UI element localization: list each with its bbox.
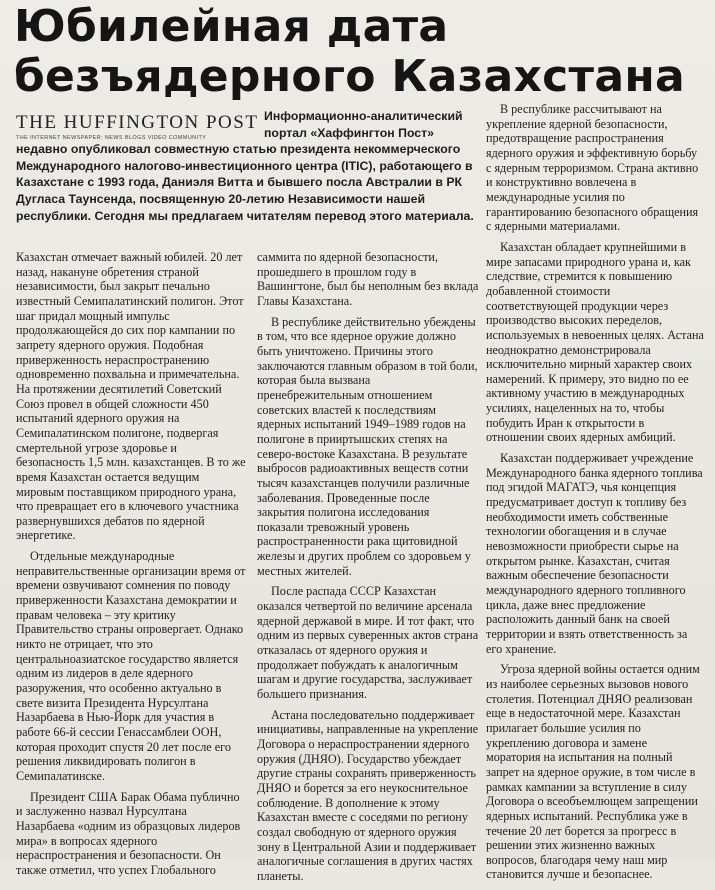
paragraph: саммита по ядерной безопасности, прошедшего в прошлом году в Вашингтоне, был бы неполным без вклада Главы Казахстана. xyxy=(257,250,479,308)
paragraph: Президент США Барак Обама публично и заслуженно назвал Нурсултана Назарбаева «одним из образцовых лидеров мира» в вопросах ядерного нераспространения и безопасности. Он также отметил, что успех Глобального xyxy=(16,789,241,877)
paragraph: Отдельные международные неправительственные организации время от времени озвучивают сомнения по поводу приверженности Казахстана демократии и правам человека – эту критику Правительство страны опровергает. Однако никто не отрицает, что это центральноазиатское государство является одним из лидеров в деле ядерного разоружения, что особенно актуально в свете визита Президента Нурсултана Назарбаева в Нью-Йорк для участия в работе 66-й сессии Генассамблеи ООН, которая проходит спустя 20 лет после его решения ликвидировать полигон в Семипалатинске. xyxy=(16,549,246,783)
text-column-3 xyxy=(486,102,704,888)
headline-line-2: безъядерного Казахстана xyxy=(14,51,686,102)
paragraph: Казахстан поддерживает учреждение Международного банка ядерного топлива под эгидой МАГАТЭ, чья концепция предусматривает доступ к топливу без необходимости иметь собственные технологии обогащения и в случае невозможности приобрести сырье на открытом рынке. Казахстан, считая важным обеспечение безопасности международного ядерного топливного цикла, даже внес предложение расположить данный банк на своей территории и взять ответственность за его хранение. xyxy=(486,451,703,656)
logo-tagline: THE INTERNET NEWSPAPER: NEWS BLOGS VIDEO COMMUNITY xyxy=(16,135,207,141)
headline-line-1: Юбилейная дата xyxy=(14,1,449,52)
paragraph: В республике действительно убеждены в том, что все ядерное оружие должно быть уничтожено. Причины этого заключаются главным образом в той боли, которая была вызвана пренебрежительным отношением советских властей к последствиям ядерных испытаний 1949–1989 годов на полигоне в прииртышских степях на северо-востоке Казахстана. В результате выбросов радиоактивных веществ сотни тысяч казахстанцев получили различные заболевания. Проведенные после закрытия полигона исследования показали тревожный уровень распространенности рака щитовидной железы и других проблем со здоровьем у местных жителей. xyxy=(257,314,478,578)
logo-spacer xyxy=(16,108,264,141)
paragraph: В республике рассчитывают на укрепление ядерной безопасности, предотвращение распространения ядерного оружия и эффективную борьбу с ядерным терроризмом. Страна активно и конструктивно вовлечена в международные усилия по гарантированию безопасного обращения с ядерными материалами. xyxy=(486,102,699,234)
paragraph: Угроза ядерной войны остается одним из наиболее серьезных вызовов нового столетия. Потенциал ДНЯО реализован еще в недостаточной мере. Казахстан прилагает большие усилия по укреплению договора и замене моратория на испытания на полный запрет на ядерное оружие, в том числе в рамках кампании за вступление в силу Договора о всеобъемлющем запрещении ядерных испытаний. Республика уже в течение 20 лет борется за прогресс в решении этих жизненно важных вопросов, благодаря чему наш мир становится лучше и безопаснее. xyxy=(486,662,700,882)
text-column-1 xyxy=(16,250,248,884)
paragraph: После распада СССР Казахстан оказался четвертой по величине арсенала ядерной державой в мире. И тот факт, что одним из первых суверенных актов страна отказалась от ядерного оружия и продолжает побуждать к аналогичным шагам и другие государства, заслуживает большего признания. xyxy=(257,584,479,702)
paragraph: Казахстан отмечает важный юбилей. 20 лет назад, накануне обретения страной независимости, был закрыт печально известный Семипалатинский полигон. Этот шаг придал мощный импульс продолжающейся до сих пор кампании по запрету ядерного оружия. Подобная приверженность нераспространению одновременно похвальна и примечательна. На протяжении десятилетий Советский Союз провел в общей сложности 450 испытаний ядерного оружия на Семипалатинском полигоне, подвергая смертельной угрозе здоровье и безопасность 1,5 млн. казахстанцев. В то же время Казахстан остается ведущим мировым поставщиком природного урана, что превращает его в ключевого участника развернувшихся дебатов по ядерной энергетике. xyxy=(16,250,246,543)
text-column-2 xyxy=(257,250,479,890)
article-headline xyxy=(14,2,704,102)
paragraph: Астана последовательно поддерживает инициативы, направленные на укрепление Договора о нераспространении ядерного оружия (ДНЯО). Государство убеждает другие страны сохранять приверженность ДНЯО и борется за его неукоснительное соблюдение. В дополнение к этому Казахстан вместе с соседями по региону создал свободную от ядерного оружия зону в Центральной Азии и поддерживает аналогичные соглашения в других частях планеты. xyxy=(257,707,479,883)
lead-text: Информационно-аналитический портал «Хаффингтон Пост» недавно опубликовал совместную статью президента некоммерческого Международного налогово-инвестиционного центра (ITIC), работающего в Казахстане с 1993 года, Даниэля Витта и бывшего посла Австралии в РК Дугласа Таунсенда, посвященную 20-летию Независимости нашей республики. Сегодня мы предлагаем читателям перевод этого материала. xyxy=(16,109,474,223)
huffington-post-logo: THE HUFFINGTON POST xyxy=(16,112,259,133)
paragraph: Казахстан обладает крупнейшими в мире запасами природного урана и, как следствие, стремится к повышению добавленной стоимости соответствующей продукции через производство высоких переделов, используемых в невоенных целях. Астана неоднократно демонстрировала исключительно мирный характер своих намерений. К примеру, это видно по ее активному участию в международных усилиях, нацеленных на то, чтобы побудить Иран к открытости в отношении своих ядерных амбиций. xyxy=(486,239,704,445)
article-lead xyxy=(16,108,478,224)
